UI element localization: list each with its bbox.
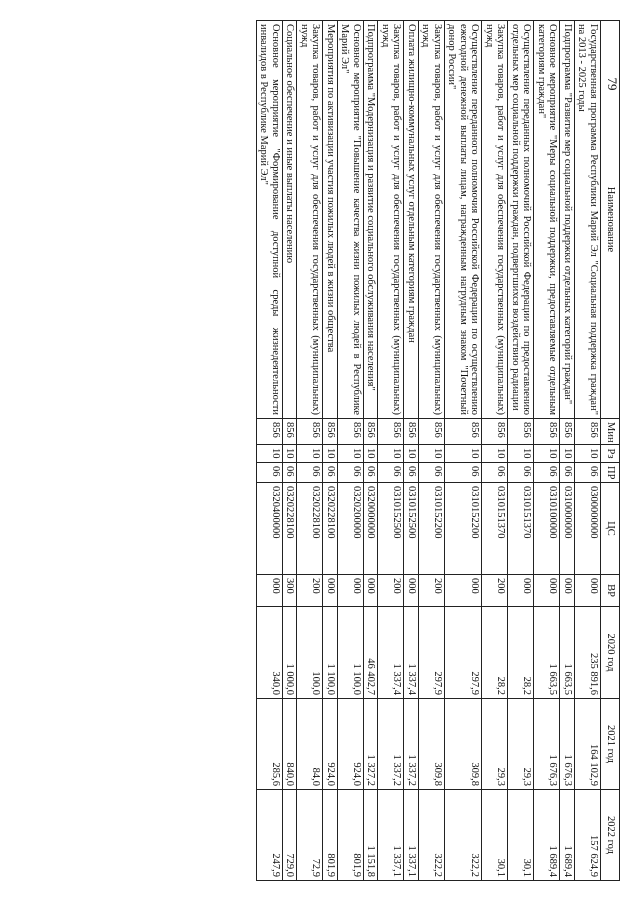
row-rz: 10 [364,445,379,463]
row-2021-value: 1 337,2 [378,699,404,790]
header-2022: 2022 год [601,790,620,881]
row-rz: 10 [404,445,419,463]
row-vr: 200 [482,575,508,607]
row-2020-value: 28,2 [482,607,508,699]
row-2022-value: 1 689,4 [534,790,560,881]
row-rz: 10 [323,445,338,463]
row-rz: 10 [338,445,364,463]
row-vr: 000 [323,575,338,607]
row-pr: 06 [534,463,560,483]
row-pr: 06 [419,463,445,483]
row-2022-value: 1 337,1 [378,790,404,881]
table-row [508,21,534,881]
row-2022-value: 247,9 [257,790,283,881]
row-2020-value: 28,2 [508,607,534,699]
row-2020-value: 297,9 [445,607,483,699]
row-rz: 10 [419,445,445,463]
row-min: 856 [575,419,601,445]
row-vr: 000 [534,575,560,607]
table-row [378,21,404,881]
row-rz: 10 [257,445,283,463]
row-vr: 000 [364,575,379,607]
header-rz: Рз [601,445,620,463]
row-2021-value: 309,8 [445,699,483,790]
row-2020-value: 100,0 [297,607,323,699]
row-2021-value: 29,3 [508,699,534,790]
row-2021-value: 29,3 [482,699,508,790]
row-2022-value: 30,1 [482,790,508,881]
row-name: Социальное обеспечение и иные выплаты населению [283,21,298,419]
row-vr: 000 [560,575,575,607]
row-vr: 000 [508,575,534,607]
row-2020-value: 340,0 [257,607,283,699]
table-row [534,21,560,881]
row-pr: 06 [575,463,601,483]
row-min: 856 [297,419,323,445]
table-row [575,21,601,881]
row-min: 856 [560,419,575,445]
row-2021-value: 924,0 [323,699,338,790]
row-pr: 06 [338,463,364,483]
row-pr: 06 [257,463,283,483]
row-min: 856 [419,419,445,445]
header-2020: 2020 год [601,607,620,699]
row-name: Подпрограмма "Развитие мер социальной поддержки отдельных категорий граждан" [560,21,575,419]
row-cs: 0320400000 [257,483,283,575]
row-name: Подпрограмма "Модернизация и развитие социального обслуживания населения" [364,21,379,419]
row-2022-value: 1 337,1 [404,790,419,881]
row-2022-value: 729,0 [283,790,298,881]
row-vr: 000 [257,575,283,607]
row-pr: 06 [482,463,508,483]
row-cs: 0320000000 [364,483,379,575]
table-row [297,21,323,881]
row-name: Закупка товаров, работ и услуг для обеспечения государственных (муниципальных) нужд [297,21,323,419]
table-row [445,21,483,881]
row-2021-value: 285,6 [257,699,283,790]
row-2021-value: 840,0 [283,699,298,790]
row-2020-value: 1 100,0 [323,607,338,699]
header-vr: ВР [601,575,620,607]
row-cs: 0310000000 [560,483,575,575]
row-pr: 06 [364,463,379,483]
row-rz: 10 [297,445,323,463]
row-2020-value: 1 000,0 [283,607,298,699]
row-2021-value: 309,8 [419,699,445,790]
row-2022-value: 801,9 [323,790,338,881]
row-min: 856 [445,419,483,445]
row-rz: 10 [560,445,575,463]
header-pr: ПР [601,463,620,483]
row-min: 856 [283,419,298,445]
row-min: 856 [364,419,379,445]
row-2021-value: 1 676,3 [534,699,560,790]
row-pr: 06 [508,463,534,483]
row-vr: 000 [575,575,601,607]
row-cs: 0320200000 [338,483,364,575]
row-name: Закупка товаров, работ и услуг для обеспечения государственных (муниципальных) нужд [378,21,404,419]
row-cs: 0310100000 [534,483,560,575]
row-2022-value: 30,1 [508,790,534,881]
row-cs: 0310152500 [404,483,419,575]
row-2020-value: 46 402,7 [364,607,379,699]
row-cs: 0310151370 [482,483,508,575]
row-2021-value: 1 337,2 [404,699,419,790]
row-pr: 06 [560,463,575,483]
row-2020-value: 1 663,5 [560,607,575,699]
row-cs: 0320228100 [283,483,298,575]
row-vr: 300 [283,575,298,607]
table-row [364,21,379,881]
table-row [404,21,419,881]
row-2020-value: 235 891,6 [575,607,601,699]
row-2022-value: 157 624,9 [575,790,601,881]
table-row [560,21,575,881]
row-rz: 10 [575,445,601,463]
table-row [283,21,298,881]
row-2021-value: 164 102,9 [575,699,601,790]
row-vr: 200 [419,575,445,607]
row-name: Государственная программа Республики Марий Эл "Социальная поддержка граждан" на 2013 - 2025 годы [575,21,601,419]
row-vr: 200 [378,575,404,607]
row-name: Закупка товаров, работ и услуг для обеспечения государственных (муниципальных) нужд [482,21,508,419]
row-2020-value: 297,9 [419,607,445,699]
row-rz: 10 [378,445,404,463]
header-name: Наименование [601,21,620,419]
row-pr: 06 [378,463,404,483]
table-row [419,21,445,881]
row-name: Основное мероприятие "Меры социальной поддержки, предоставляемые отдельным категориям граждан" [534,21,560,419]
row-min: 856 [338,419,364,445]
row-2020-value: 1 337,4 [378,607,404,699]
row-2020-value: 1 663,5 [534,607,560,699]
row-name: Осуществление переданных полномочий Российской Федерации по предоставлению отдельных мер социальной поддержки граждан, подвергшихся воздействию радиации [508,21,534,419]
row-pr: 06 [297,463,323,483]
row-name: Основное мероприятие "Повышение качества жизни пожилых людей в Республике Марий Эл" [338,21,364,419]
row-name: Основное мероприятие "Формирование доступной среды жизнедеятельности инвалидов в Республике Марий Эл" [257,21,283,419]
row-pr: 06 [283,463,298,483]
page-number: 79 [605,77,620,91]
row-2022-value: 322,2 [419,790,445,881]
table-row [482,21,508,881]
row-rz: 10 [482,445,508,463]
table-row [323,21,338,881]
row-vr: 200 [297,575,323,607]
row-name: Оплата жилищно-коммунальных услуг отдельным категориям граждан [404,21,419,419]
table-row [257,21,283,881]
row-cs: 0310151370 [508,483,534,575]
row-min: 856 [508,419,534,445]
row-vr: 000 [404,575,419,607]
row-min: 856 [323,419,338,445]
row-2022-value: 322,2 [445,790,483,881]
row-2022-value: 1 151,8 [364,790,379,881]
row-2021-value: 1 327,2 [364,699,379,790]
row-2022-value: 72,9 [297,790,323,881]
row-2020-value: 1 337,4 [404,607,419,699]
row-rz: 10 [445,445,483,463]
row-cs: 0320228100 [323,483,338,575]
row-cs: 0310152200 [445,483,483,575]
row-min: 856 [404,419,419,445]
row-name: Мероприятия по активизации участия пожилых людей в жизни общества [323,21,338,419]
row-min: 856 [257,419,283,445]
row-vr: 000 [445,575,483,607]
row-name: Осуществление переданного полномочия Российской Федерации по осуществлению ежегодной денежной выплаты лицам, награжденным нагрудным знаком "Почетный донор России" [445,21,483,419]
row-2021-value: 1 676,3 [560,699,575,790]
header-min: Мин [601,419,620,445]
header-cs: ЦС [601,483,620,575]
row-rz: 10 [534,445,560,463]
row-pr: 06 [404,463,419,483]
row-name: Закупка товаров, работ и услуг для обеспечения государственных (муниципальных) нужд [419,21,445,419]
row-2022-value: 801,9 [338,790,364,881]
row-2020-value: 1 100,0 [338,607,364,699]
row-min: 856 [378,419,404,445]
row-2021-value: 924,0 [338,699,364,790]
row-2022-value: 1 689,4 [560,790,575,881]
row-2021-value: 84,0 [297,699,323,790]
row-rz: 10 [283,445,298,463]
budget-table [256,20,620,881]
row-cs: 0310152200 [419,483,445,575]
row-cs: 0320228100 [297,483,323,575]
row-cs: 0310152500 [378,483,404,575]
row-pr: 06 [323,463,338,483]
table-row [338,21,364,881]
row-pr: 06 [445,463,483,483]
rotated-table-container [100,20,620,880]
row-rz: 10 [508,445,534,463]
row-min: 856 [534,419,560,445]
header-2021: 2021 год [601,699,620,790]
row-min: 856 [482,419,508,445]
row-vr: 000 [338,575,364,607]
row-cs: 0300000000 [575,483,601,575]
table-header-row [601,21,620,881]
